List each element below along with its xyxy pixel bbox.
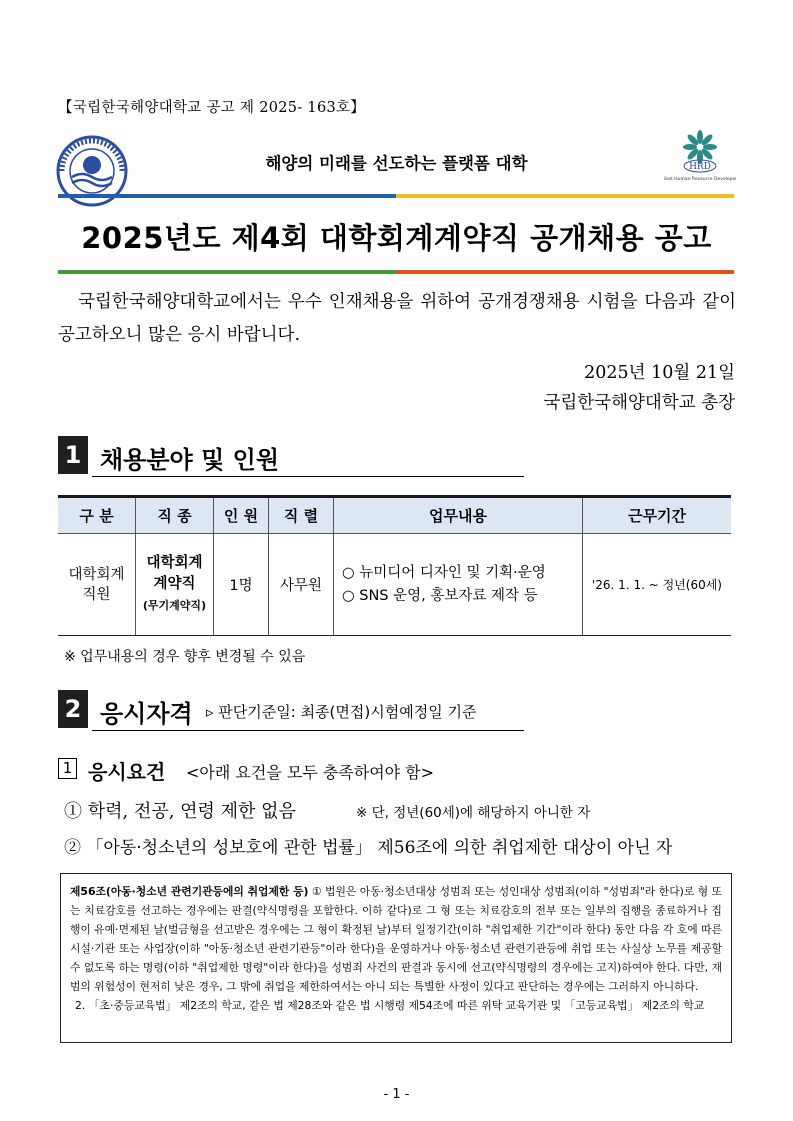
table-note: ※ 업무내용의 경우 향후 변경될 수 있음: [64, 649, 306, 665]
page-number: - 1 -: [383, 1087, 410, 1102]
recruitment-table: [58, 495, 731, 636]
svg-text:Best Human Resource Developer: Best Human Resource Developer: [664, 177, 736, 182]
col-series: 직 렬: [269, 497, 334, 534]
svg-text:HRD: HRD: [689, 162, 711, 172]
page-title: 2025년도 제4회 대학회계계약직 공개채용 공고: [81, 221, 712, 255]
law-title: 제56조(아동·청소년 관련기관등에의 취업제한 등): [70, 885, 309, 898]
section-2-criteria: ▹ 판단기준일: 최종(면접)시험예정일 기준: [206, 703, 477, 721]
cell-series: 사무원: [269, 534, 334, 636]
sub-number-box: [58, 758, 77, 779]
header-bar-yellow: [396, 194, 734, 198]
col-category: 구 분: [58, 497, 136, 534]
section-1-underline: [92, 476, 524, 477]
header-bar-blue: [58, 194, 396, 198]
cell-category: [58, 534, 136, 636]
duty-1: ○ 뉴미디어 디자인 및 기획·운영: [342, 564, 546, 581]
col-duties: 업무내용: [334, 497, 583, 534]
slogan: 해양의 미래를 선도하는 플랫폼 대학: [265, 154, 528, 173]
requirement-1-note: ※ 단, 정년(60세)에 해당하지 아니한 자: [356, 805, 591, 821]
law-excerpt-box: [60, 873, 732, 1043]
category-line2: 직원: [82, 586, 111, 603]
title-bar-orange: [396, 270, 734, 274]
duty-2: ○ SNS 운영, 홍보자료 제작 등: [342, 587, 538, 604]
requirement-1: ① 학력, 전공, 연령 제한 없음: [64, 801, 296, 822]
section-1-title: 채용분야 및 인원: [100, 446, 279, 474]
col-headcount: 인 원: [214, 497, 269, 534]
hrd-logo: [664, 130, 736, 186]
job-type-line1: 대학회계: [146, 555, 203, 571]
section-1-number: 1: [58, 436, 88, 474]
intro-paragraph: [58, 286, 736, 352]
col-job-type: 직 종: [136, 497, 214, 534]
section-2-number: 2: [58, 690, 88, 728]
issuer: 국립한국해양대학교 총장: [543, 393, 735, 413]
requirement-2: ② 「아동·청소년의 성보호에 관한 법률」 제56조에 의한 취업제한 대상이 아닌 자: [64, 838, 673, 858]
law-item-2: 2. 「초·중등교육법」 제2조의 학교, 같은 법 제28조와 같은 법 시행령 제54조에 따른 위탁 교육기관 및 「고등교육법」 제2조의 학교: [75, 999, 705, 1012]
table-header-row: [58, 497, 731, 534]
sub-title: 응시요건: [88, 760, 166, 784]
sub-note: <아래 요건을 모두 충족하여야 함>: [186, 763, 435, 782]
category-line1: 대학회계: [68, 566, 125, 583]
notice-number: 【국립한국해양대학교 공고 제 2025- 163호】: [58, 100, 366, 116]
cell-job-type: [136, 534, 214, 636]
cell-headcount: 1명: [214, 534, 269, 636]
title-bar-green: [58, 270, 396, 274]
cell-period: '26. 1. 1. ~ 정년(60세): [583, 534, 732, 636]
intro-text: 국립한국해양대학교에서는 우수 인재채용을 위하여 공개경쟁채용 시험을 다음과 같이 공고하오니 많은 응시 바랍니다.: [58, 292, 736, 345]
section-2-underline: [92, 730, 524, 731]
cell-duties: [334, 534, 583, 636]
table-row: [58, 534, 731, 636]
col-period: 근무기간: [583, 497, 732, 534]
sub-number: 1: [62, 759, 73, 777]
law-body: ① 법원은 아동·청소년대상 성범죄 또는 성인대상 성범죄(이하 "성범죄"라 한다)로 형 또는 치료감호를 선고하는 경우에는 판결(약식명령을 포함한다. 이하 같다)로 그 형 또는 치료감호의 전부 또는 일부의 집행을 종료하거나 집행이 유예·면제된 날(벌금형을 선고받은 경우에는 그 형이 확정된 날)부터 일정기간(이하 "취업제한 기간"이라 한다) 동안 다음 각 호에 따른 시설·기관 또는 사업장(이하 "아동·청소년 관련기관등"이라 한다)을 운영하거나 아동·청소년 관련기관등에 취업 또는 사실상 노무를 제공할 수 없도록 하는 명령(이하 "취업제한 명령"이라 한다)을 성범죄 사건의 판결과 동시에 선고(약식명령의 경우에는 고지)하여야 한다. 다만, 재범의 위험성이 현저히 낮은 경우, 그 밖에 취업을 제한하여서는 아니 되는 특별한 사정이 있다고 판단하는 경우에는 그러하지 아니하다.: [70, 885, 723, 993]
job-type-line2: 계약직: [153, 576, 196, 592]
notice-date: 2025년 10월 21일: [584, 363, 735, 383]
job-type-note: (무기계약직): [142, 599, 207, 612]
section-2-title: 응시자격: [100, 700, 193, 728]
